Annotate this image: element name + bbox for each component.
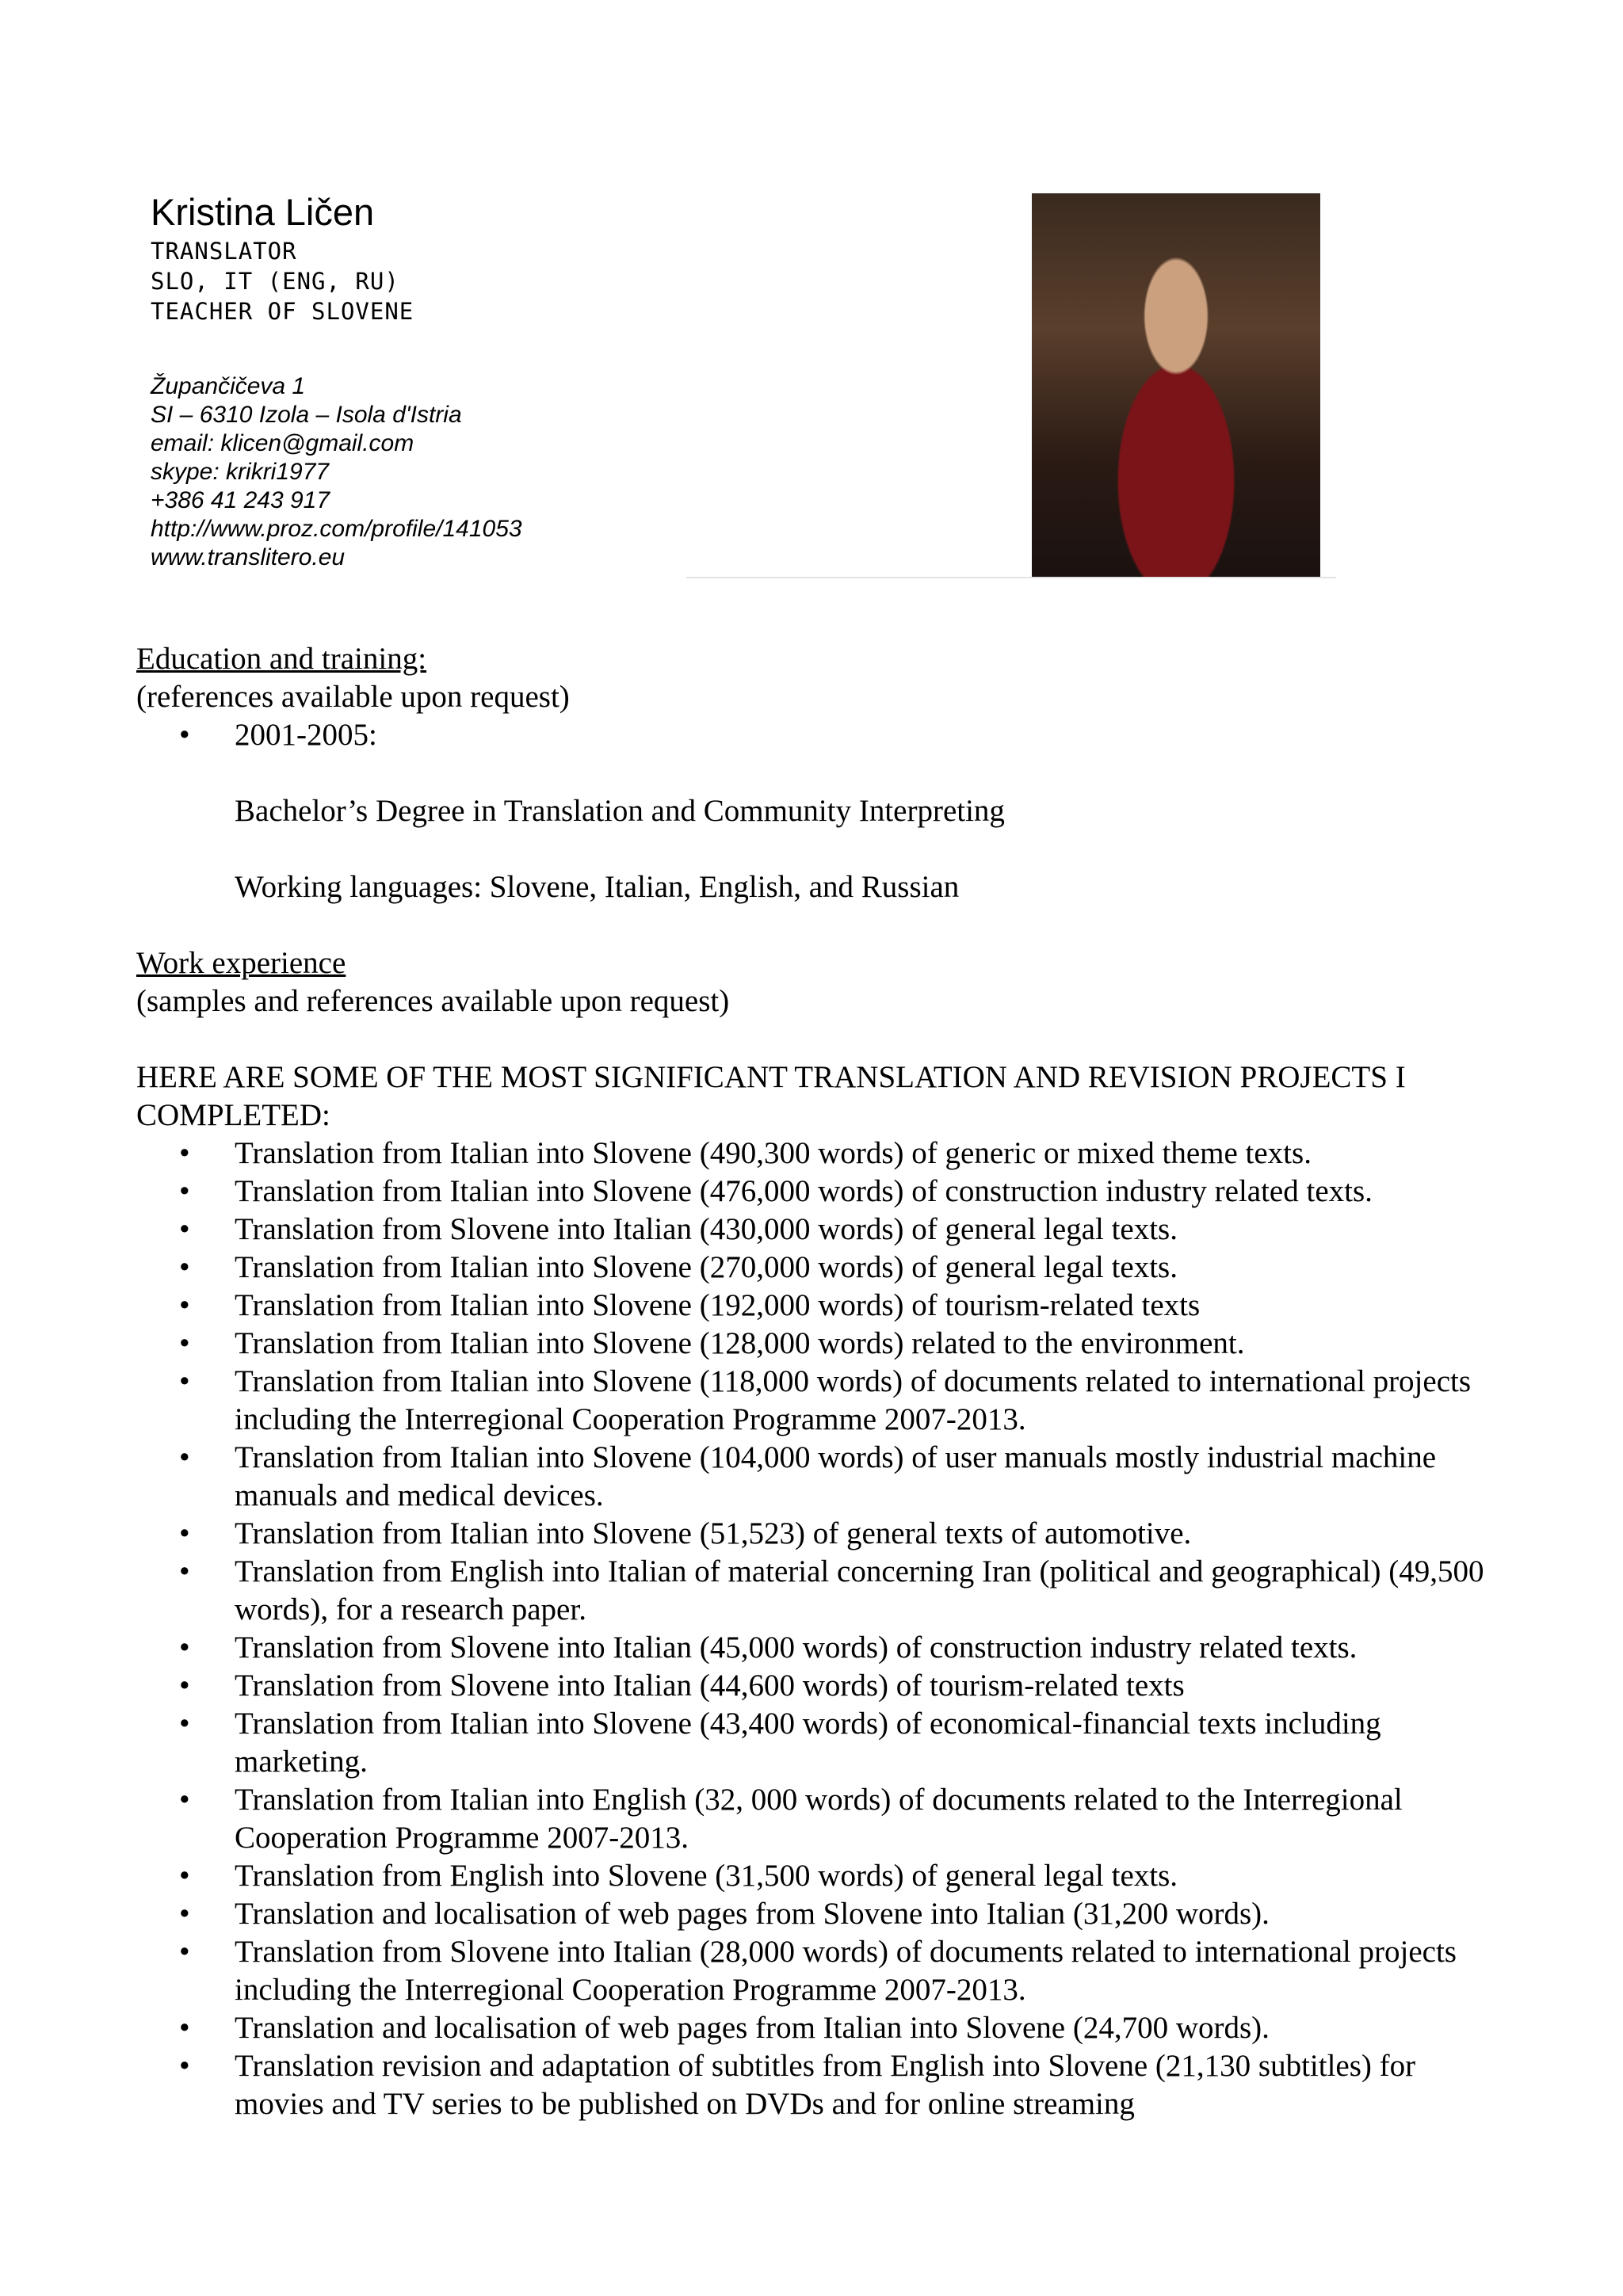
phone-text: +386 41 243 917 <box>151 487 330 513</box>
list-item: • Translation from Italian into Slovene (51,523) of general texts of automotive. <box>235 1515 1499 1553</box>
list-item: • Translation from Italian into Slovene (490,300 words) of generic or mixed theme texts. <box>235 1135 1499 1173</box>
list-item: • Translation from Italian into Slovene (192,000 words) of tourism-related texts <box>235 1287 1499 1325</box>
list-item: • Translation from Slovene into Italian (430,000 words) of general legal texts. <box>235 1211 1499 1249</box>
list-item: • Translation and localisation of web pages from Slovene into Italian (31,200 words). <box>235 1895 1499 1933</box>
email-text: email: klicen@gmail.com <box>151 430 414 456</box>
title-line: TEACHER OF SLOVENE <box>151 298 414 325</box>
list-item: • 2001-2005: <box>235 716 1499 754</box>
list-item: • Translation from English into Slovene (31,500 words) of general legal texts. <box>235 1857 1499 1895</box>
profile-link[interactable]: http://www.proz.com/profile/141053 <box>151 516 522 542</box>
cv-body <box>136 640 1499 2123</box>
degree-text: Bachelor’s Degree in Translation and Community Interpreting <box>235 794 1005 828</box>
contact-block <box>151 372 753 572</box>
list-item: • Translation from Slovene into Italian (28,000 words) of documents related to international projects including the Interregional Cooperation Programme 2007-2013. <box>235 1933 1499 2009</box>
list-item: • Translation from Italian into English (32, 000 words) of documents related to the Interregional Cooperation Programme 2007-2013. <box>235 1781 1499 1857</box>
portrait-photo <box>1032 193 1320 577</box>
address-city: SI – 6310 Izola – Isola d'Istria <box>151 402 462 428</box>
work-heading: Work experience <box>136 946 346 980</box>
list-item: • Translation from Italian into Slovene (476,000 words) of construction industry related texts. <box>235 1173 1499 1211</box>
list-item: • Translation from Slovene into Italian (44,600 words) of tourism-related texts <box>235 1667 1499 1705</box>
cv-header <box>151 190 769 326</box>
title-line: TRANSLATOR <box>151 238 297 265</box>
languages-line: SLO, IT (ENG, RU) <box>151 268 399 295</box>
list-item: • Translation revision and adaptation of subtitles from English into Slovene (21,130 subtitles) for movies and TV series to be published on DVDs and for online streaming <box>235 2047 1499 2123</box>
list-item: • Translation from Italian into Slovene (128,000 words) related to the environment. <box>235 1325 1499 1363</box>
list-item: • Translation and localisation of web pages from Italian into Slovene (24,700 words). <box>235 2009 1499 2047</box>
skype-text: skype: krikri1977 <box>151 459 330 485</box>
website-link[interactable]: www.translitero.eu <box>151 544 346 570</box>
divider <box>686 577 1336 578</box>
education-note: (references available upon request) <box>136 680 570 714</box>
list-item: • Translation from Italian into Slovene (43,400 words) of economical-financial texts including marketing. <box>235 1705 1499 1781</box>
projects-intro: HERE ARE SOME OF THE MOST SIGNIFICANT TRANSLATION AND REVISION PROJECTS I COMPLETED: <box>136 1060 1406 1132</box>
list-item: • Translation from Italian into Slovene (118,000 words) of documents related to international projects including the Interregional Cooperation Programme 2007-2013. <box>235 1363 1499 1439</box>
working-languages: Working languages: Slovene, Italian, English, and Russian <box>235 870 960 904</box>
address-street: Župančičeva 1 <box>151 373 306 399</box>
education-list <box>136 716 1499 754</box>
person-name: Kristina Ličen <box>151 191 375 233</box>
list-item: • Translation from English into Italian of material concerning Iran (political and geographical) (49,500 words), for a research paper. <box>235 1553 1499 1629</box>
projects-list <box>136 1135 1499 2123</box>
work-note: (samples and references available upon request) <box>136 984 730 1018</box>
list-item: • Translation from Slovene into Italian (45,000 words) of construction industry related texts. <box>235 1629 1499 1667</box>
list-item: • Translation from Italian into Slovene (104,000 words) of user manuals mostly industrial machine manuals and medical devices. <box>235 1439 1499 1515</box>
education-heading: Education and training: <box>136 642 427 676</box>
list-item: • Translation from Italian into Slovene (270,000 words) of general legal texts. <box>235 1249 1499 1287</box>
